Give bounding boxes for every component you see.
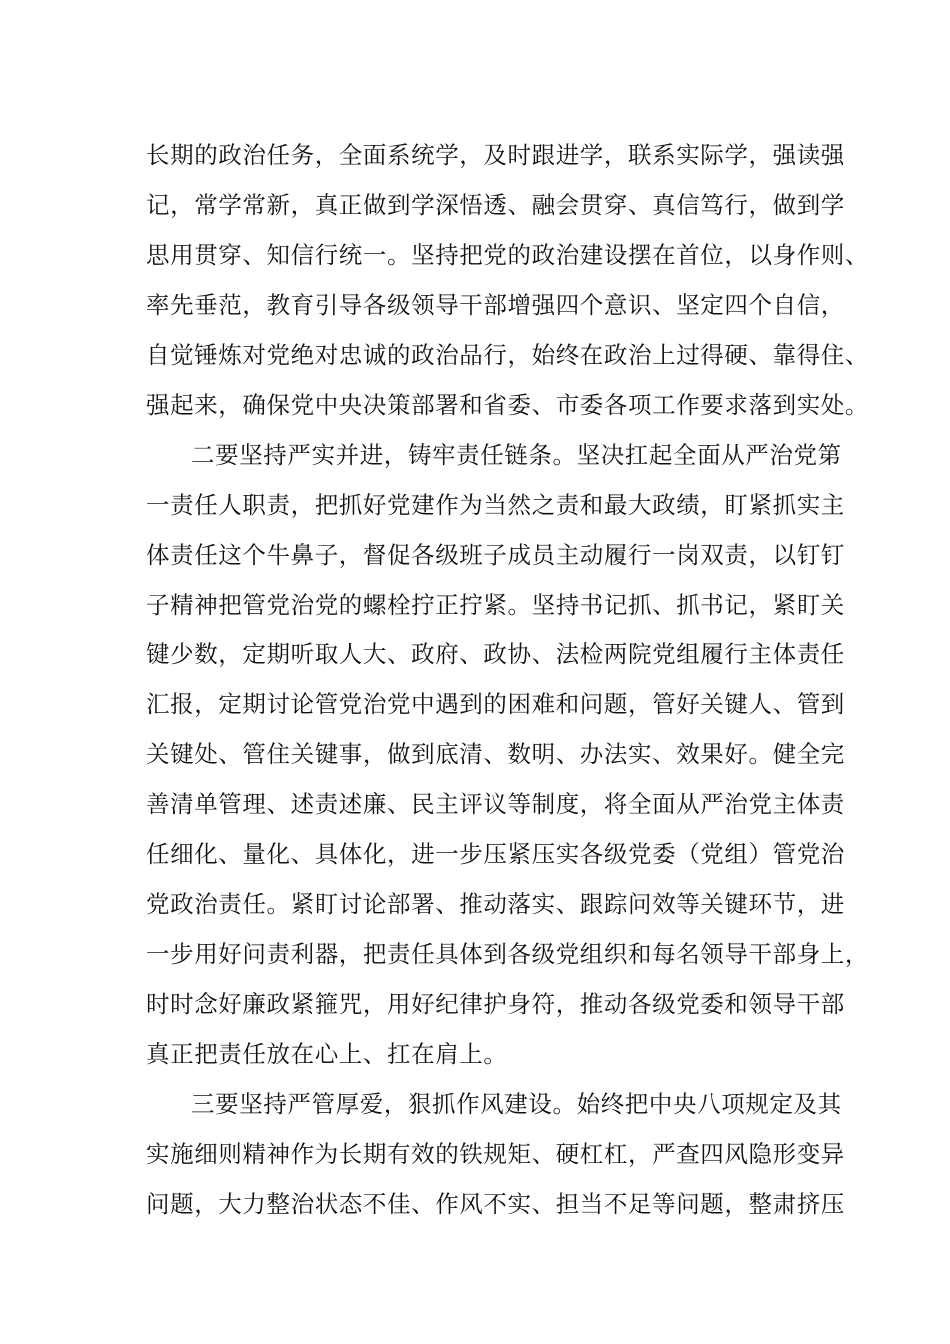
text-line: 思用贯穿、知信行统一。坚持把党的政治建设摆在首位，以身作则、 [146,241,869,269]
text-line: 实施细则精神作为长期有效的铁规矩、硬杠杠，严查四风隐形变异 [146,1140,845,1168]
text-line: 长期的政治任务，全面系统学，及时跟进学，联系实际学，强读强 [146,141,845,169]
text-line: 键少数，定期听取人大、政府、政协、法检两院党组履行主体责任 [146,640,845,668]
text-line: 子精神把管党治党的螺栓拧正拧紧。坚持书记抓、抓书记，紧盯关 [146,591,845,619]
text-line: 汇报，定期讨论管党治党中遇到的困难和问题，管好关键人、管到 [146,690,845,718]
text-line: 率先垂范，教育引导各级领导干部增强四个意识、坚定四个自信， [146,291,845,319]
text-line: 强起来，确保党中央决策部署和省委、市委各项工作要求落到实处。 [146,391,869,419]
text-line: 时时念好廉政紧箍咒，用好纪律护身符，推动各级党委和领导干部 [146,990,845,1018]
paragraph-first-line: 三要坚持严管厚爱，狠抓作风建设。始终把中央八项规定及其 [191,1090,842,1118]
text-line: 记，常学常新，真正做到学深悟透、融会贯穿、真信笃行，做到学 [146,191,845,219]
text-line: 真正把责任放在心上、扛在肩上。 [146,1040,508,1068]
text-line: 一责任人职责，把抓好党建作为当然之责和最大政绩，盯紧抓实主 [146,491,845,519]
text-line: 任细化、量化、具体化，进一步压紧压实各级党委（党组）管党治 [146,840,845,868]
text-line: 自觉锤炼对党绝对忠诚的政治品行，始终在政治上过得硬、靠得住、 [146,341,869,369]
text-line: 一步用好问责利器，把责任具体到各级党组织和每名领导干部身上， [146,940,869,968]
text-line: 善清单管理、述责述廉、民主评议等制度，将全面从严治党主体责 [146,790,845,818]
text-line: 问题，大力整治状态不佳、作风不实、担当不足等问题，整肃挤压 [146,1190,845,1218]
text-line: 体责任这个牛鼻子，督促各级班子成员主动履行一岗双责，以钉钉 [146,541,845,569]
text-line: 党政治责任。紧盯讨论部署、推动落实、跟踪问效等关键环节，进 [146,890,845,918]
text-line: 关键处、管住关键事，做到底清、数明、办法实、效果好。健全完 [146,740,845,768]
paragraph-first-line: 二要坚持严实并进，铸牢责任链条。坚决扛起全面从严治党第 [191,441,842,469]
